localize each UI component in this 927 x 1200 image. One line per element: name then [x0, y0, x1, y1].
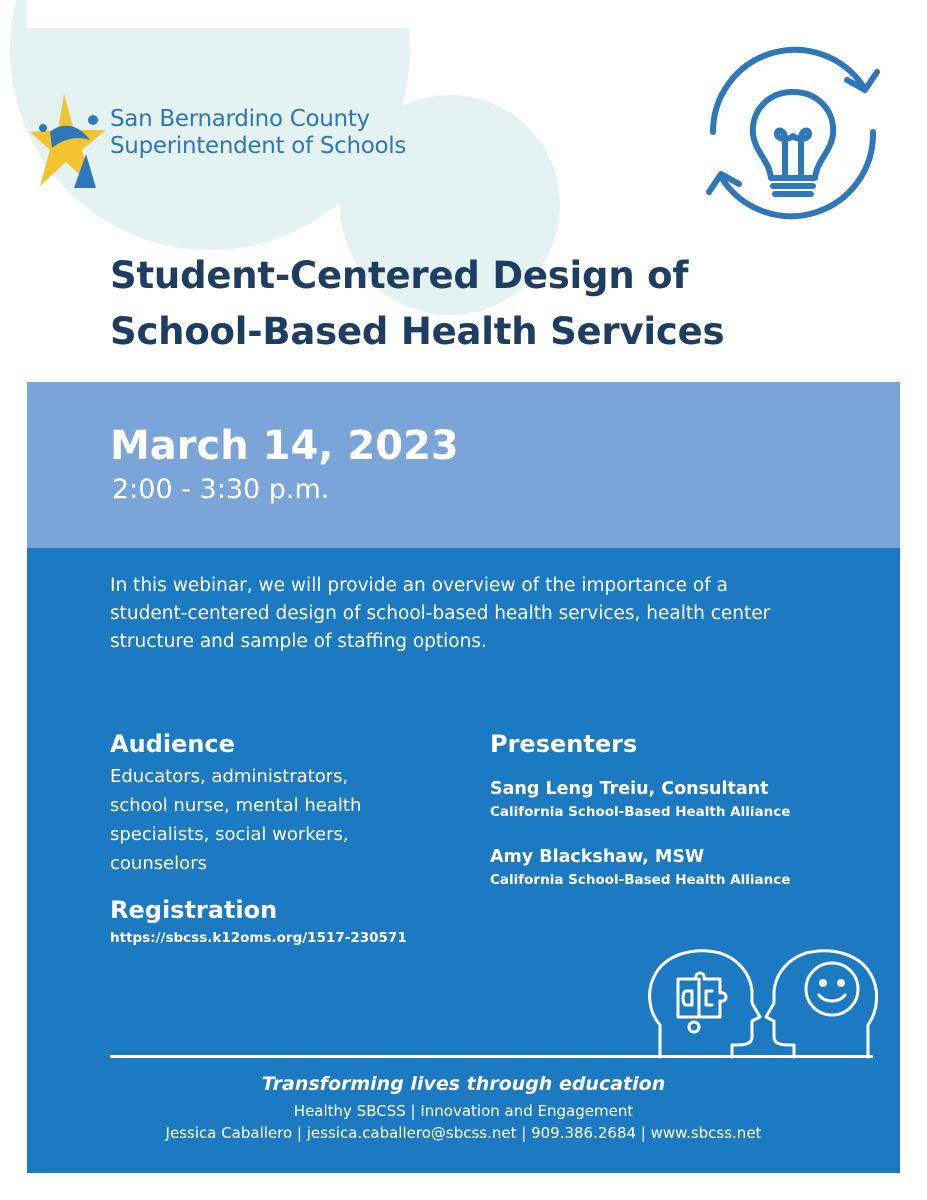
audience-heading: Audience — [110, 730, 235, 758]
organization-line2: Superintendent of Schools — [110, 133, 407, 159]
registration-heading: Registration — [110, 896, 278, 924]
presenters-section — [490, 728, 870, 890]
audience-list — [110, 762, 440, 878]
audience-line: Educators, administrators, — [110, 766, 349, 787]
lightbulb-cycle-icon — [693, 40, 893, 225]
organization-logo — [30, 92, 450, 192]
footer-department: Healthy SBCSS | Innovation and Engagement — [293, 1102, 634, 1120]
footer-contact: Jessica Caballero | jessica.caballero@sbcss.net | 909.386.2684 | www.sbcss.net — [165, 1124, 762, 1142]
audience-line: counselors — [110, 853, 207, 874]
presenter-org: California School-Based Health Alliance — [490, 804, 791, 820]
title-line2: School-Based Health Services — [110, 310, 725, 353]
organization-name — [110, 106, 406, 160]
page-title — [110, 248, 870, 360]
puzzle-smile-heads-icon — [642, 945, 882, 1060]
presenter-item — [490, 844, 870, 890]
presenter-org: California School-Based Health Alliance — [490, 872, 791, 888]
tagline: Transforming lives through education — [261, 1073, 666, 1095]
audience-line: specialists, social workers, — [110, 824, 349, 845]
presenter-item — [490, 776, 870, 822]
intro-text: In this webinar, we will provide an overview of the importance of a student-centered design of school-based health services, health center structure and sample of staffing options. — [110, 575, 771, 652]
details-panel — [27, 548, 900, 1173]
date-band — [27, 382, 900, 548]
footer — [27, 1068, 900, 1144]
audience-line: school nurse, mental health — [110, 795, 362, 816]
presenters-heading: Presenters — [490, 730, 638, 758]
event-date: March 14, 2023 — [110, 423, 459, 469]
star-logo-icon — [30, 92, 110, 192]
event-time: 2:00 - 3:30 p.m. — [112, 474, 330, 505]
audience-section — [110, 728, 440, 948]
title-line1: Student-Centered Design of — [110, 254, 689, 297]
organization-line1: San Bernardino County — [110, 106, 370, 132]
top-margin — [27, 0, 927, 28]
presenter-name: Amy Blackshaw, MSW — [490, 847, 705, 867]
presenter-name: Sang Leng Treiu, Consultant — [490, 779, 769, 799]
divider — [110, 1055, 873, 1058]
registration-link[interactable]: https://sbcss.k12oms.org/1517-230571 — [110, 930, 407, 946]
